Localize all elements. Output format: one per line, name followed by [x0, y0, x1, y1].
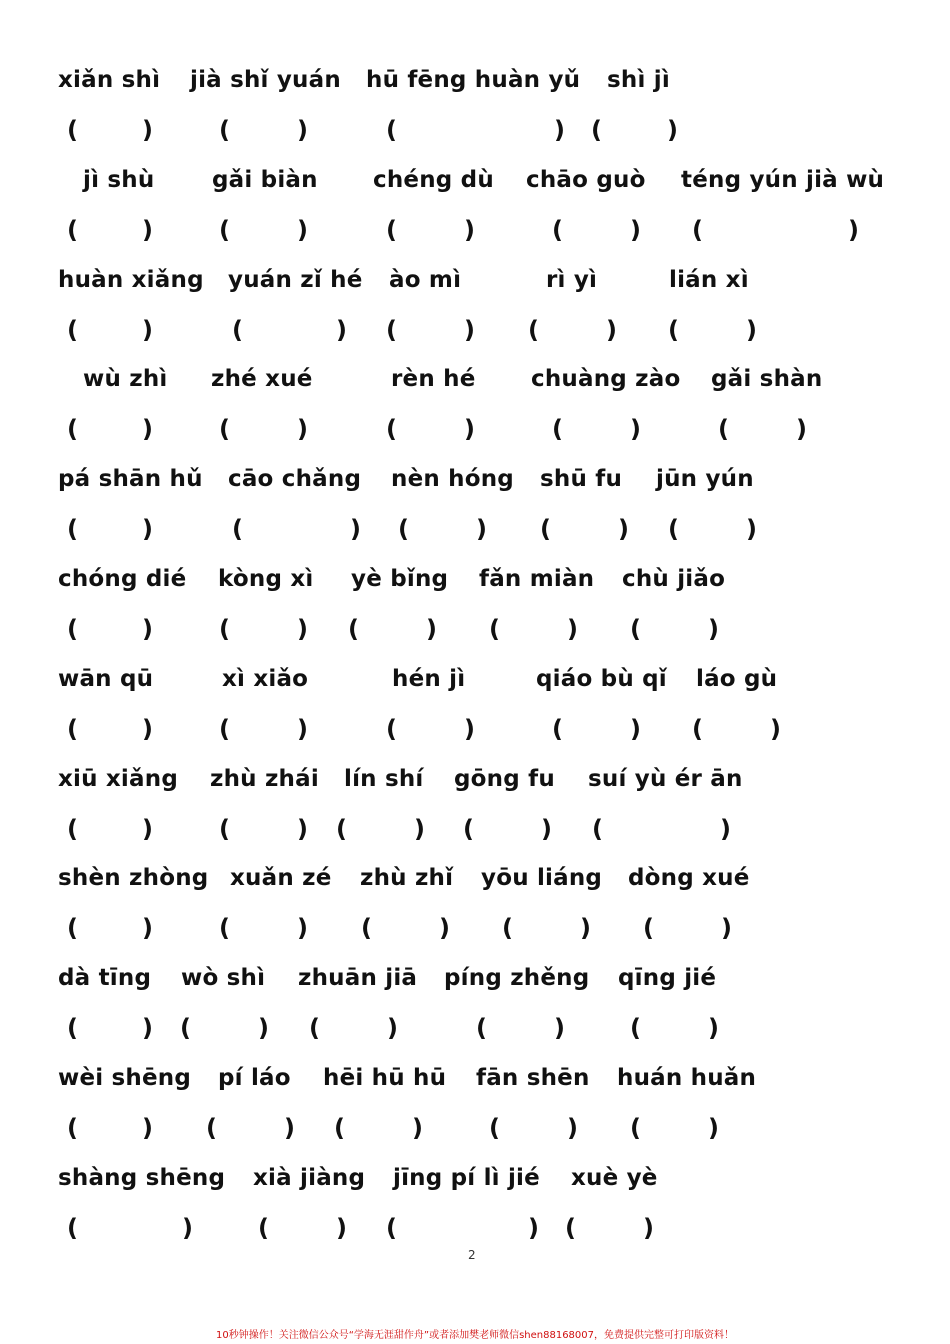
pinyin-word: huán huǎn: [617, 1065, 757, 1091]
answer-blank-close-paren: ): [297, 714, 308, 743]
answer-blank-close-paren: ): [606, 315, 617, 344]
answer-blank-open-paren: (: [67, 415, 78, 444]
answer-blank-open-paren: (: [489, 1114, 500, 1142]
answer-blank-open-paren: (: [219, 615, 230, 643]
answer-blank-open-paren: (: [219, 914, 230, 943]
answer-blank-open-paren: (: [386, 215, 397, 244]
answer-blank-open-paren: (: [206, 1114, 217, 1142]
pinyin-word: chù jiǎo: [622, 566, 726, 592]
pinyin-word: xuǎn zé: [230, 865, 332, 892]
answer-blank-open-paren: (: [219, 116, 230, 144]
answer-blank-close-paren: ): [464, 215, 475, 244]
pinyin-word: láo gù: [696, 665, 778, 692]
pinyin-word: jīng pí lì jié: [393, 1164, 540, 1191]
answer-blank-close-paren: ): [630, 714, 641, 743]
pinyin-word: xì xiǎo: [222, 665, 309, 692]
pinyin-word: huàn xiǎng: [58, 266, 204, 293]
answer-row: [0, 108, 950, 152]
answer-blank-close-paren: ): [439, 914, 450, 943]
pinyin-word: gǎi shàn: [711, 366, 823, 393]
answer-blank-close-paren: ): [142, 914, 153, 943]
answer-blank-close-paren: ): [142, 116, 153, 144]
pinyin-row: [0, 158, 950, 202]
answer-blank-close-paren: ): [567, 615, 578, 643]
answer-blank-open-paren: (: [692, 215, 703, 244]
answer-blank-open-paren: (: [463, 814, 474, 843]
pinyin-word: shū fu: [540, 466, 623, 493]
answer-blank-open-paren: (: [386, 1213, 397, 1242]
pinyin-row: [0, 657, 950, 701]
answer-blank-open-paren: (: [565, 1213, 576, 1242]
answer-blank-open-paren: (: [67, 914, 78, 943]
answer-blank-close-paren: ): [142, 215, 153, 244]
answer-blank-close-paren: ): [297, 814, 308, 843]
pinyin-word: lián xì: [669, 266, 749, 293]
answer-blank-close-paren: ): [142, 415, 153, 444]
answer-blank-close-paren: ): [528, 1213, 539, 1242]
answer-blank-close-paren: ): [336, 315, 347, 344]
answer-blank-open-paren: (: [386, 315, 397, 344]
answer-blank-close-paren: ): [796, 415, 807, 444]
answer-blank-close-paren: ): [618, 515, 629, 544]
answer-row: [0, 308, 950, 352]
answer-blank-close-paren: ): [142, 515, 153, 544]
answer-blank-close-paren: ): [476, 515, 487, 544]
pinyin-word: kòng xì: [218, 566, 314, 592]
pinyin-word: zhù zhǐ: [360, 865, 454, 892]
pinyin-word: hén jì: [392, 665, 466, 692]
pinyin-word: dòng xué: [628, 865, 750, 892]
answer-blank-close-paren: ): [414, 814, 425, 843]
answer-blank-close-paren: ): [708, 1014, 719, 1043]
answer-blank-open-paren: (: [258, 1213, 269, 1242]
pinyin-row: [0, 856, 950, 900]
footer-note: 10秒钟操作！关注微信公众号“学海无涯甜作舟”或者添加樊老师微信shen88168007，免费提供完整可打印版资料！: [215, 1330, 735, 1341]
pinyin-word: shàng shēng: [58, 1164, 226, 1191]
answer-blank-open-paren: (: [386, 116, 397, 144]
answer-blank-open-paren: (: [540, 515, 551, 544]
answer-blank-open-paren: (: [219, 714, 230, 743]
pinyin-word: nèn hóng: [391, 466, 514, 493]
answer-blank-close-paren: ): [720, 814, 731, 843]
answer-blank-close-paren: ): [770, 714, 781, 743]
pinyin-word: wò shì: [181, 965, 266, 992]
answer-blank-open-paren: (: [386, 415, 397, 444]
answer-blank-close-paren: ): [708, 615, 719, 643]
pinyin-word: píng zhěng: [444, 965, 590, 992]
answer-blank-open-paren: (: [219, 215, 230, 244]
answer-blank-close-paren: ): [426, 615, 437, 643]
answer-row: [0, 906, 950, 950]
answer-blank-close-paren: ): [258, 1014, 269, 1043]
answer-blank-open-paren: (: [219, 814, 230, 843]
answer-blank-open-paren: (: [232, 315, 243, 344]
answer-row: [0, 407, 950, 451]
answer-blank-open-paren: (: [592, 814, 603, 843]
answer-blank-open-paren: (: [692, 714, 703, 743]
pinyin-word: gōng fu: [454, 765, 555, 792]
answer-blank-close-paren: ): [142, 615, 153, 643]
answer-blank-close-paren: ): [848, 215, 859, 244]
answer-blank-close-paren: ): [142, 315, 153, 344]
answer-row: [0, 707, 950, 751]
answer-row: [0, 1006, 950, 1050]
pinyin-word: xuè yè: [571, 1164, 658, 1191]
answer-blank-close-paren: ): [284, 1114, 295, 1142]
answer-blank-close-paren: ): [464, 315, 475, 344]
pinyin-word: zhù zhái: [210, 765, 319, 792]
answer-blank-close-paren: ): [541, 814, 552, 843]
answer-blank-open-paren: (: [489, 615, 500, 643]
answer-blank-open-paren: (: [502, 914, 513, 943]
pinyin-word: rèn hé: [391, 366, 476, 393]
answer-blank-close-paren: ): [630, 215, 641, 244]
answer-blank-close-paren: ): [297, 914, 308, 943]
pinyin-word: chóng dié: [58, 566, 187, 592]
answer-blank-open-paren: (: [67, 515, 78, 544]
pinyin-word: wù zhì: [83, 366, 168, 393]
answer-blank-close-paren: ): [142, 714, 153, 743]
pinyin-row: [0, 757, 950, 801]
pinyin-word: chuàng zào: [531, 366, 681, 393]
answer-row: [0, 607, 950, 651]
answer-blank-open-paren: (: [67, 1014, 78, 1043]
answer-blank-open-paren: (: [232, 515, 243, 544]
pinyin-word: jià shǐ yuán: [190, 67, 341, 93]
answer-blank-open-paren: (: [643, 914, 654, 943]
answer-blank-close-paren: ): [464, 714, 475, 743]
answer-blank-open-paren: (: [361, 914, 372, 943]
answer-blank-open-paren: (: [668, 315, 679, 344]
pinyin-word: xià jiàng: [253, 1164, 366, 1191]
answer-blank-close-paren: ): [667, 116, 678, 144]
pinyin-row: [0, 58, 950, 102]
answer-blank-close-paren: ): [350, 515, 361, 544]
answer-blank-open-paren: (: [219, 415, 230, 444]
answer-blank-open-paren: (: [67, 116, 78, 144]
pinyin-word: fān shēn: [476, 1065, 590, 1091]
pinyin-word: chāo guò: [526, 166, 646, 193]
answer-blank-close-paren: ): [297, 615, 308, 643]
answer-blank-open-paren: (: [180, 1014, 191, 1043]
answer-blank-close-paren: ): [297, 215, 308, 244]
pinyin-word: hū fēng huàn yǔ: [366, 67, 581, 93]
pinyin-word: yōu liáng: [481, 865, 603, 892]
answer-blank-open-paren: (: [67, 814, 78, 843]
pinyin-word: wān qū: [58, 665, 154, 692]
answer-blank-open-paren: (: [630, 615, 641, 643]
pinyin-word: lín shí: [344, 765, 424, 792]
answer-row: [0, 807, 950, 851]
answer-blank-open-paren: (: [334, 1114, 345, 1142]
pinyin-word: jì shù: [83, 166, 155, 193]
answer-blank-close-paren: ): [464, 415, 475, 444]
answer-blank-close-paren: ): [297, 116, 308, 144]
page-number: 2: [468, 1248, 476, 1262]
answer-blank-open-paren: (: [552, 415, 563, 444]
answer-blank-close-paren: ): [297, 415, 308, 444]
answer-blank-open-paren: (: [668, 515, 679, 544]
answer-blank-open-paren: (: [67, 1114, 78, 1142]
pinyin-word: ào mì: [389, 266, 462, 293]
answer-blank-open-paren: (: [386, 714, 397, 743]
answer-blank-close-paren: ): [142, 1014, 153, 1043]
pinyin-row: [0, 258, 950, 302]
answer-blank-open-paren: (: [67, 714, 78, 743]
answer-blank-close-paren: ): [412, 1114, 423, 1142]
answer-blank-close-paren: ): [142, 814, 153, 843]
pinyin-word: zhuān jiā: [298, 965, 418, 992]
answer-blank-open-paren: (: [336, 814, 347, 843]
pinyin-row: [0, 956, 950, 1000]
answer-blank-close-paren: ): [142, 1114, 153, 1142]
answer-blank-close-paren: ): [746, 315, 757, 344]
answer-blank-open-paren: (: [630, 1114, 641, 1142]
pinyin-word: qiáo bù qǐ: [536, 665, 667, 692]
pinyin-word: jūn yún: [656, 466, 754, 493]
answer-blank-close-paren: ): [630, 415, 641, 444]
answer-blank-open-paren: (: [718, 415, 729, 444]
answer-blank-close-paren: ): [387, 1014, 398, 1043]
pinyin-row: [0, 357, 950, 401]
answer-blank-close-paren: ): [708, 1114, 719, 1142]
answer-blank-open-paren: (: [630, 1014, 641, 1043]
answer-blank-close-paren: ): [182, 1213, 193, 1242]
answer-row: [0, 208, 950, 252]
pinyin-word: cāo chǎng: [228, 466, 362, 493]
answer-blank-close-paren: ): [746, 515, 757, 544]
pinyin-word: qīng jié: [618, 965, 717, 992]
answer-blank-open-paren: (: [528, 315, 539, 344]
pinyin-word: yè bǐng: [351, 566, 449, 592]
pinyin-word: shì jì: [607, 67, 670, 93]
answer-blank-close-paren: ): [336, 1213, 347, 1242]
answer-blank-open-paren: (: [591, 116, 602, 144]
answer-blank-open-paren: (: [67, 215, 78, 244]
answer-blank-close-paren: ): [554, 1014, 565, 1043]
answer-blank-open-paren: (: [309, 1014, 320, 1043]
answer-row: [0, 1206, 950, 1250]
answer-blank-open-paren: (: [476, 1014, 487, 1043]
pinyin-word: zhé xué: [211, 366, 313, 393]
pinyin-word: téng yún jià wù: [681, 166, 885, 193]
answer-blank-close-paren: ): [554, 116, 565, 144]
pinyin-word: pí láo: [218, 1065, 291, 1091]
pinyin-row: [0, 457, 950, 501]
answer-row: [0, 507, 950, 551]
pinyin-word: wèi shēng: [58, 1065, 192, 1091]
answer-blank-open-paren: (: [552, 215, 563, 244]
pinyin-word: pá shān hǔ: [58, 466, 203, 493]
answer-blank-close-paren: ): [721, 914, 732, 943]
pinyin-word: xiū xiǎng: [58, 765, 178, 792]
answer-row: [0, 1106, 950, 1150]
answer-blank-open-paren: (: [67, 1213, 78, 1242]
pinyin-row: [0, 557, 950, 601]
pinyin-word: xiǎn shì: [58, 67, 161, 93]
answer-blank-close-paren: ): [567, 1114, 578, 1142]
answer-blank-close-paren: ): [580, 914, 591, 943]
pinyin-row: [0, 1056, 950, 1100]
pinyin-word: gǎi biàn: [212, 166, 318, 193]
answer-blank-open-paren: (: [348, 615, 359, 643]
answer-blank-open-paren: (: [67, 315, 78, 344]
answer-blank-open-paren: (: [67, 615, 78, 643]
pinyin-word: rì yì: [546, 266, 598, 293]
answer-blank-open-paren: (: [552, 714, 563, 743]
pinyin-word: shèn zhòng: [58, 865, 209, 892]
pinyin-row: [0, 1156, 950, 1200]
answer-blank-close-paren: ): [643, 1213, 654, 1242]
pinyin-word: hēi hū hū: [323, 1065, 447, 1091]
pinyin-word: yuán zǐ hé: [228, 266, 363, 293]
pinyin-word: fǎn miàn: [479, 566, 595, 592]
pinyin-word: suí yù ér ān: [588, 765, 743, 792]
answer-blank-open-paren: (: [398, 515, 409, 544]
pinyin-word: dà tīng: [58, 965, 152, 992]
pinyin-word: chéng dù: [373, 166, 494, 193]
